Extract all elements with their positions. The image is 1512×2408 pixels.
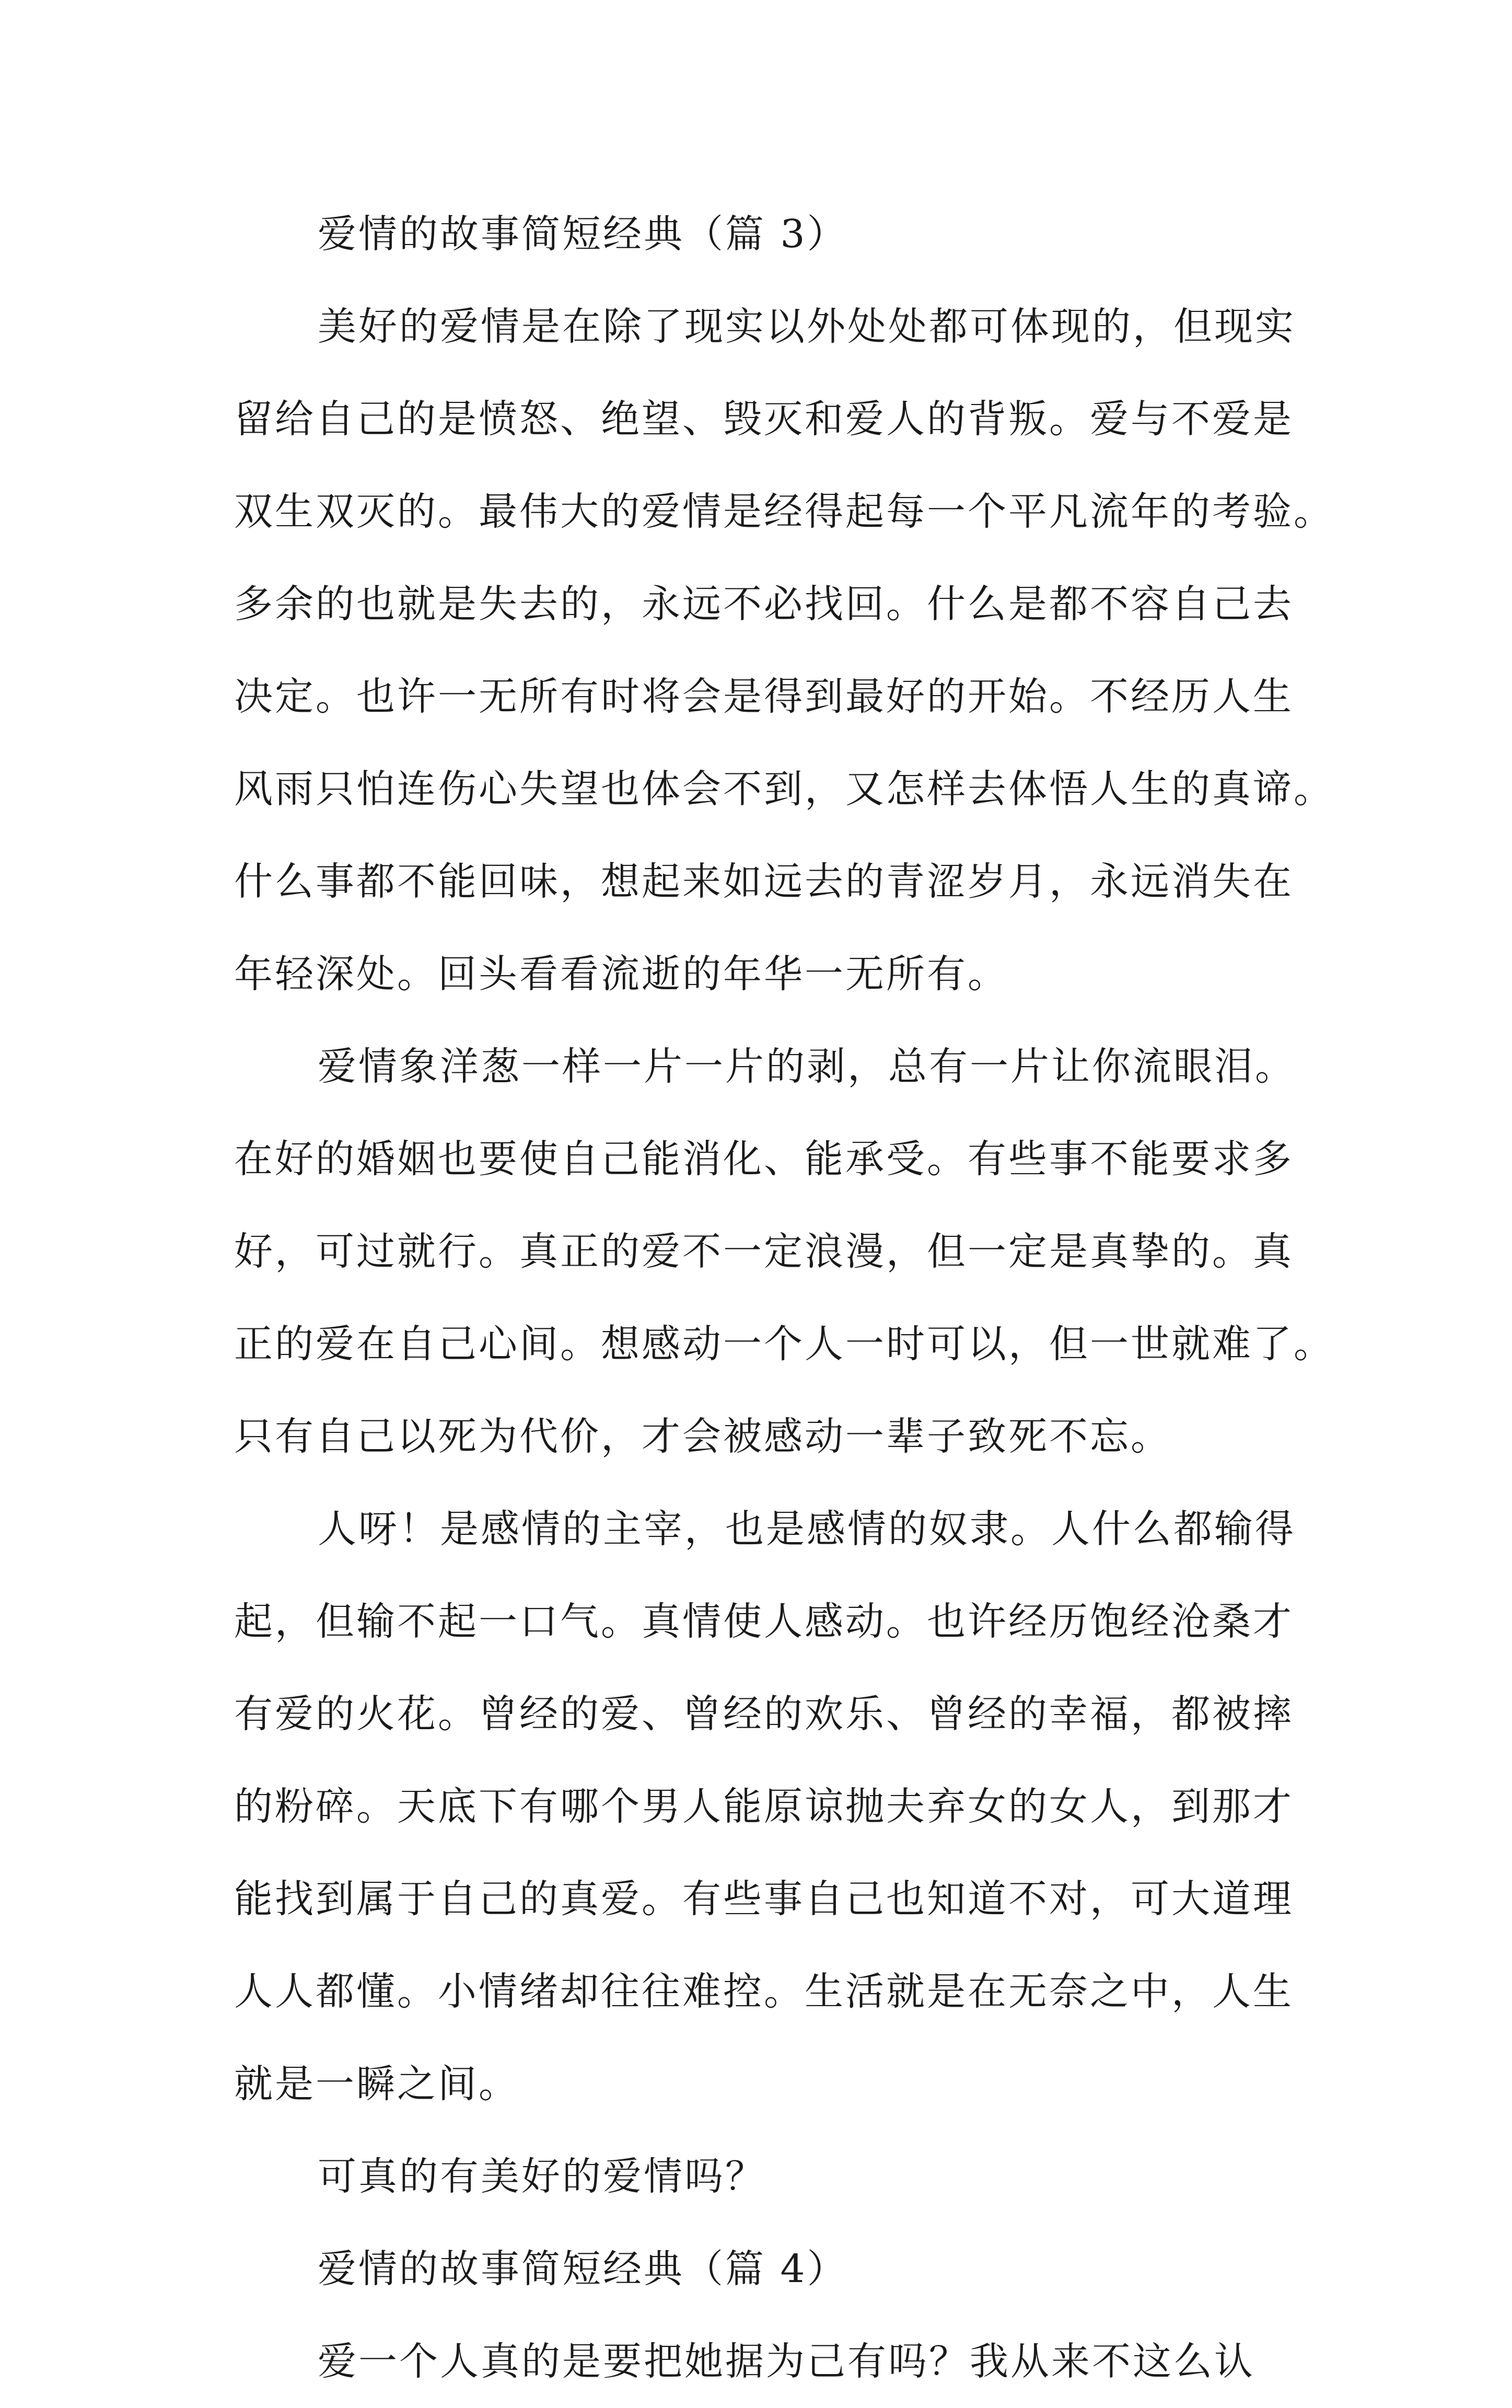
- paragraph-line: 爱情象洋葱一样一片一片的剥，总有一片让你流眼泪。: [318, 1044, 1296, 1089]
- paragraph-line: 的粉碎。天底下有哪个男人能原谅抛夫弃女的女人，到那才: [234, 1784, 1294, 1829]
- paragraph-line: 能找到属于自己的真爱。有些事自己也知道不对，可大道理: [234, 1877, 1294, 1921]
- paragraph-line: 好，可过就行。真正的爱不一定浪漫，但一定是真挚的。真: [234, 1229, 1294, 1274]
- paragraph-line: 风雨只怕连伤心失望也体会不到，又怎样去体悟人生的真谛。: [234, 767, 1334, 812]
- paragraph-line: 在好的婚姻也要使自己能消化、能承受。有些事不能要求多: [234, 1137, 1294, 1182]
- paragraph-line: 正的爱在自己心间。想感动一个人一时可以，但一世就难了。: [234, 1322, 1334, 1367]
- paragraph-line: 爱一个人真的是要把她据为己有吗？我从来不这么认: [318, 2339, 1255, 2384]
- section-heading: 爱情的故事简短经典（篇 3）: [318, 212, 848, 257]
- paragraph-line: 可真的有美好的爱情吗？: [318, 2154, 766, 2199]
- paragraph-line: 就是一瞬之间。: [234, 2062, 519, 2106]
- paragraph-line: 有爱的火花。曾经的爱、曾经的欢乐、曾经的幸福，都被摔: [234, 1692, 1294, 1736]
- section-heading: 爱情的故事简短经典（篇 4）: [318, 2247, 848, 2291]
- paragraph-line: 起，但输不起一口气。真情使人感动。也许经历饱经沧桑才: [234, 1599, 1294, 1644]
- paragraph-line: 双生双灭的。最伟大的爱情是经得起每一个平凡流年的考验。: [234, 489, 1334, 534]
- paragraph-line: 美好的爱情是在除了现实以外处处都可体现的，但现实: [318, 304, 1296, 349]
- document-body: [234, 188, 1334, 2408]
- paragraph-line: 留给自己的是愤怒、绝望、毁灭和爱人的背叛。爱与不爱是: [234, 397, 1294, 442]
- paragraph-line: 只有自己以死为代价，才会被感动一辈子致死不忘。: [234, 1414, 1171, 1459]
- paragraph-line: 人呀！是感情的主宰，也是感情的奴隶。人什么都输得: [318, 1507, 1296, 1552]
- paragraph-line: 什么事都不能回味，想起来如远去的青涩岁月，永远消失在: [234, 859, 1294, 904]
- paragraph-line: 多余的也就是失去的，永远不必找回。什么是都不容自己去: [234, 582, 1294, 627]
- paragraph-line: 人人都懂。小情绪却往往难控。生活就是在无奈之中，人生: [234, 1969, 1294, 2014]
- paragraph-line: 年轻深处。回头看看流逝的年华一无所有。: [234, 952, 1008, 997]
- paragraph-line: 决定。也许一无所有时将会是得到最好的开始。不经历人生: [234, 674, 1294, 719]
